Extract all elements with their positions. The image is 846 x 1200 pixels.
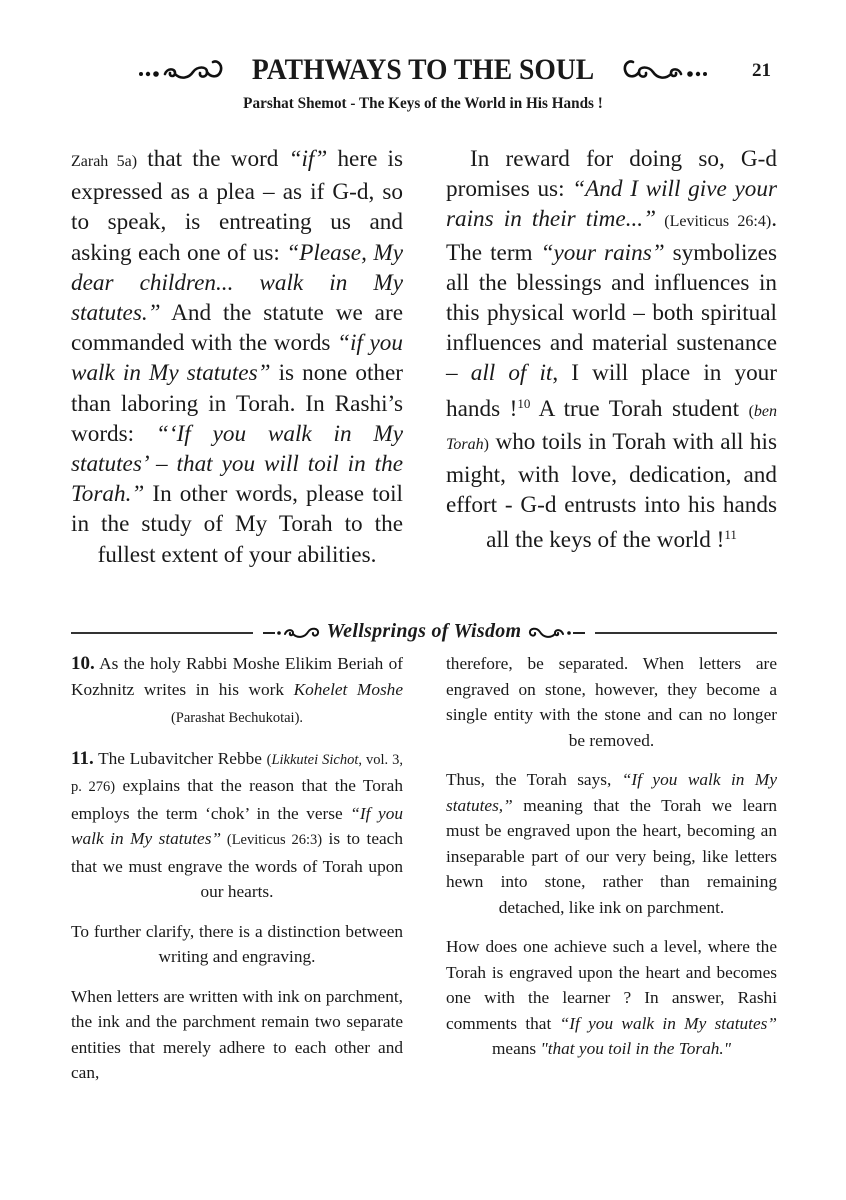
paragraph: Zarah 5a) that the word “if” here is expressed as a plea – as if G-d, so to speak, is entreating us and asking each one of us: “Please, My dear children... walk in My statutes.” And the statute we are commanded with the words “if you walk in My statutes” is none other than laboring in Torah. In Rashi’s words: “‘If you walk in My statutes’ – that you will toil in the Torah.” In other words, please toil in the study of My Torah to the fullest extent of your abilities. xyxy=(71,146,404,568)
paragraph: In reward for doing so, G-d promises us: “And I will give your rains in their time...” (Leviticus 26:4). The term “your rains” symbolizes all the blessings and influences in this physical world – both spiritual influences and material sustenance – all of it, I will place in your hands !$^{10}$ A true Torah student (ben Torah) who toils in Torah with all his might, with love, dedication, and effort - G-d entrusts into his hands all the keys of the world !$^{11}$ xyxy=(446,146,778,554)
page-header xyxy=(0,52,846,113)
footnote-paragraph: therefore, be separated. When letters are engraved on stone, however, they become a single entity with the stone and can no longer be removed. xyxy=(446,654,777,750)
page-number: 21 xyxy=(752,60,771,81)
footnote-paragraph: Thus, the Torah says, “If you walk in My statutes,” meaning that the Torah we learn must be engraved upon the heart, becoming an inseparable part of our very being, like letters hewn into stone, rather than remaining detached, like ink on parchment. xyxy=(446,770,777,917)
wellsprings-heading: Wellsprings of Wisdom xyxy=(326,620,522,642)
footnote-ref-11[interactable]: 11 xyxy=(724,527,737,543)
scroll-flourish-icon xyxy=(263,624,323,640)
section-divider xyxy=(71,620,777,646)
scroll-flourish-left-icon xyxy=(137,58,229,82)
divider-heading xyxy=(251,620,597,643)
title-group xyxy=(137,52,709,88)
main-text-right-column xyxy=(446,144,777,556)
divider-rule-right xyxy=(595,632,777,634)
footnote-11: 11. The Lubavitcher Rebbe (Likkutei Sichot, vol. 3, p. 276) explains that the reason that the Torah employs the term ‘chok’ in the verse “If you walk in My statutes” (Leviticus 26:3) is to teach that we must engrave the words of Torah upon our hearts. xyxy=(71,747,403,901)
footnote-paragraph: How does one achieve such a level, where the Torah is engraved upon the heart and becomes one with the learner ? In answer, Rashi comments that “If you walk in My statutes” means "that you toil in the Torah." xyxy=(446,937,777,1058)
footnote-10: 10. As the holy Rabbi Moshe Elikim Beriah of Kozhnitz writes in his work Kohelet Moshe (Parashat Bechukotai). xyxy=(71,653,403,726)
scroll-flourish-right-icon xyxy=(617,58,709,82)
footnotes-right-column xyxy=(446,651,777,1076)
footnote-ref-10[interactable]: 10 xyxy=(517,395,531,411)
main-text-left-column xyxy=(71,144,403,570)
divider-rule-left xyxy=(71,632,253,634)
footnote-paragraph: When letters are written with ink on parchment, the ink and the parchment remain two separate entities that merely adhere to each other and can, xyxy=(71,986,403,1082)
running-head xyxy=(0,52,846,88)
book-title: PATHWAYS TO THE SOUL xyxy=(251,53,595,86)
footnotes-left-column xyxy=(71,651,403,1100)
scroll-flourish-icon xyxy=(525,624,585,640)
chapter-subtitle: Parshat Shemot - The Keys of the World in His Hands ! xyxy=(243,95,603,112)
footnote-paragraph: To further clarify, there is a distinction between writing and engraving. xyxy=(71,921,403,966)
